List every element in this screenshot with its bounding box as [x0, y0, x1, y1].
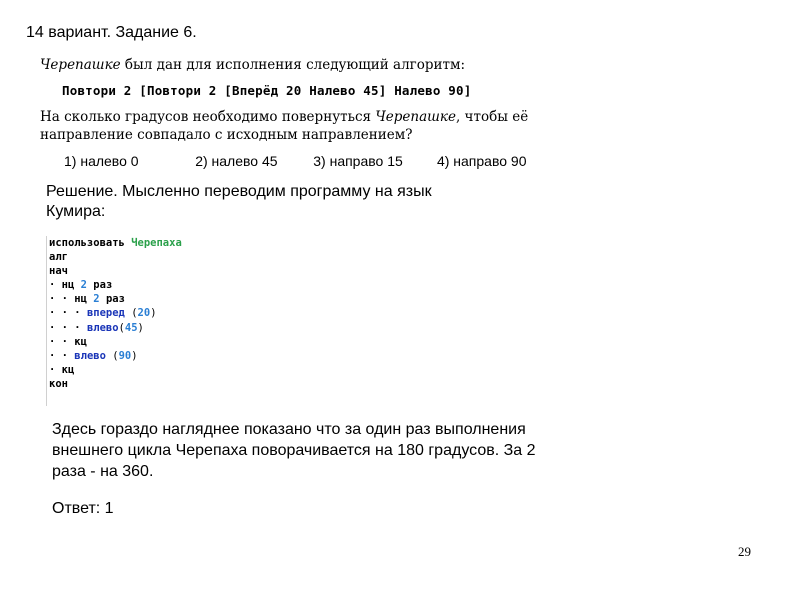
code-line [49, 250, 209, 264]
code-keyword: нц [61, 279, 75, 292]
code-line: · · влево (90) [49, 349, 138, 362]
code-number: 2 [93, 293, 100, 306]
code-keyword: кц [61, 363, 75, 376]
algorithm-line: Повтори 2 [Повтори 2 [Вперёд 20 Налево 45] Налево 90] [62, 83, 472, 98]
indent-dots: · · · [49, 307, 87, 320]
problem-statement [40, 56, 540, 170]
code-keyword: нц [74, 293, 87, 306]
kumir-code-block [46, 236, 209, 406]
code-line [49, 292, 209, 306]
code-number: 45 [124, 321, 138, 334]
code-line [49, 236, 209, 250]
indent-dots: · · [49, 335, 75, 348]
answer-text: Ответ: 1 [52, 500, 114, 517]
code-line [49, 377, 209, 391]
code-keyword: кон [49, 377, 68, 390]
code-function: влево [86, 321, 119, 334]
code-keyword: кц [74, 335, 87, 348]
code-keyword: алг [49, 251, 68, 264]
indent-dots: · [49, 363, 62, 376]
code-line [49, 335, 209, 349]
code-keyword: использовать [49, 237, 125, 249]
indent-dots: · · · [49, 321, 87, 334]
code-keyword: нач [49, 265, 68, 278]
code-function: вперед [86, 307, 125, 320]
intro-text: был дан для исполнения следующий алгоритм: [120, 57, 466, 73]
code-number: 20 [137, 307, 151, 320]
question-part2: , чтобы её направление совпадало с исходным направлением? [40, 109, 529, 143]
code-keyword: раз [93, 279, 113, 292]
option-4: 4) направо 90 [436, 153, 527, 169]
code-number: 90 [118, 349, 132, 362]
code-module: Черепаха [131, 237, 182, 249]
problem-intro [40, 56, 540, 74]
page-number: 29 [738, 544, 751, 559]
code-line: · · · влево(45) [49, 321, 144, 334]
question-part1: На сколько градусов необходимо повернуться [40, 109, 376, 125]
option-1: 1) налево 0 [64, 153, 139, 169]
indent-dots: · · [49, 349, 75, 362]
indent-dots: · · [49, 293, 75, 306]
option-2: 2) налево 45 [195, 153, 278, 169]
question-text [40, 108, 540, 144]
code-line [49, 264, 209, 278]
code-line: · · · вперед (20) [49, 307, 157, 320]
answer-options [64, 152, 540, 170]
option-3: 3) направо 15 [313, 153, 403, 169]
slide-title: 14 вариант. Задание 6. [26, 24, 197, 41]
explanation-text: Здесь гораздо нагляднее показано что за один раз выполнения внешнего цикла Черепаха поворачивается на 180 градусов. За 2 раза - на 360. [52, 421, 536, 480]
question-turtle-name: Черепашке [375, 109, 456, 125]
code-line [49, 278, 209, 292]
turtle-name: Черепашке [40, 57, 121, 73]
code-function: влево [74, 349, 106, 362]
solution-text: Решение. Мысленно переводим программу на язык Кумира: [46, 183, 432, 220]
code-number: 2 [80, 279, 87, 292]
code-keyword: раз [105, 293, 125, 306]
code-line [49, 363, 209, 377]
indent-dots: · [49, 279, 62, 292]
